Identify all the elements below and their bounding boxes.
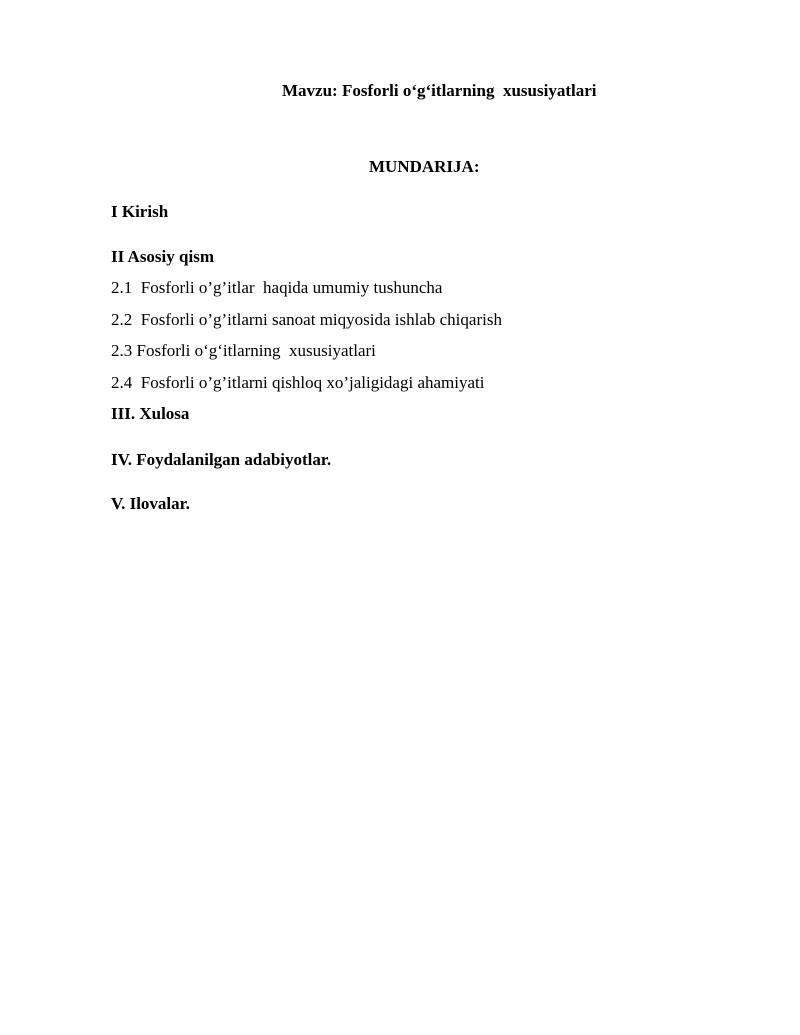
- toc-section-appendix: V. Ilovalar.: [111, 494, 190, 513]
- toc-item: 2.4 Fosforli o’g’itlarni qishloq xo’jaligidagi ahamiyati: [111, 373, 485, 392]
- document-title: Mavzu: Fosforli o‘g‘itlarning xususiyatlari: [282, 81, 597, 100]
- toc-section-intro: I Kirish: [111, 202, 169, 221]
- toc-heading: MUNDARIJA:: [369, 157, 480, 176]
- toc-section-main: II Asosiy qism: [111, 247, 214, 266]
- toc-item: 2.3 Fosforli o‘g‘itlarning xususiyatlari: [111, 341, 376, 360]
- toc-section-references: IV. Foydalanilgan adabiyotlar.: [111, 450, 332, 469]
- toc-item: 2.1 Fosforli o’g’itlar haqida umumiy tushuncha: [111, 278, 443, 297]
- toc-section-conclusion: III. Xulosa: [111, 404, 190, 423]
- toc-item: 2.2 Fosforli o’g’itlarni sanoat miqyosida ishlab chiqarish: [111, 310, 502, 329]
